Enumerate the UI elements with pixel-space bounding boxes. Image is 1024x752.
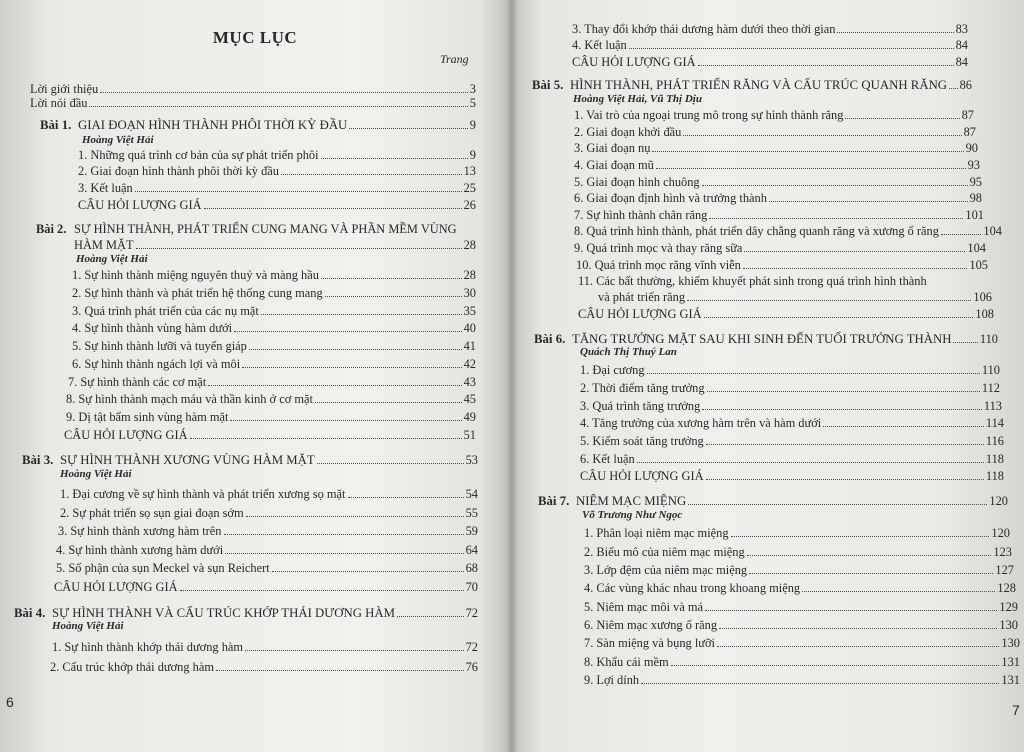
toc-entry: 3. Quá trình tăng trưởng 113	[580, 399, 1002, 413]
right-page	[512, 0, 1024, 752]
toc-entry: 2. Cấu trúc khớp thái dương hàm 76	[50, 660, 478, 674]
toc-entry: 5. Sự hình thành lưỡi và tuyến giáp 41	[72, 339, 476, 353]
toc-author: Hoàng Việt Hải	[82, 134, 154, 146]
toc-author: Quách Thị Thuý Lan	[580, 346, 677, 358]
toc-entry: 8. Sự hình thành mạch máu và thần kinh ở cơ mặt 45	[66, 392, 476, 406]
toc-entry: 1. Vai trò của ngoại trung mô trong sự hình thành răng 87	[574, 108, 974, 122]
toc-lesson-heading: Bài 7. NIÊM MẠC MIỆNG 120	[538, 494, 1008, 508]
toc-entry: 1. Sự hình thành miệng nguyên thuỷ và màng hầu 28	[72, 268, 476, 282]
toc-entry: 1. Sự hình thành khớp thái dương hàm 72	[52, 640, 478, 654]
toc-entry: 5. Kiểm soát tăng trưởng 116	[580, 434, 1004, 448]
toc-author: Hoàng Việt Hải, Vũ Thị Dịu	[573, 93, 702, 105]
page-title: MỤC LỤC	[212, 28, 298, 47]
toc-entry: 2. Giai đoạn khởi đầu 87	[574, 125, 976, 139]
toc-entry: 1. Phân loại niêm mạc miệng 120	[584, 526, 1010, 540]
toc-entry: 2. Giai đoạn hình thành phôi thời kỳ đầu 13	[78, 164, 476, 178]
toc-entry: HÀM MẶT 28	[74, 238, 476, 252]
toc-entry: 4. Kết luận 84	[572, 38, 968, 52]
toc-entry: 1. Đại cương 110	[580, 363, 1000, 377]
toc-author: Hoàng Việt Hải	[76, 253, 148, 265]
toc-entry: CÂU HỎI LƯỢNG GIÁ 51	[64, 428, 476, 442]
page-column-label: Trang	[440, 52, 469, 66]
page-number: 6	[6, 694, 14, 710]
toc-entry: 5. Giai đoạn hình chuông 95	[574, 175, 982, 189]
toc-entry: 2. Thời điểm tăng trưởng 112	[580, 381, 1000, 395]
toc-entry: 6. Kết luận 118	[580, 452, 1004, 466]
toc-entry: 7. Sàn miệng và bụng lưỡi 130	[584, 636, 1020, 650]
toc-author: Hoàng Việt Hải	[60, 468, 132, 480]
toc-entry: 5. Số phận của sụn Meckel và sụn Reichert 68	[56, 561, 478, 575]
toc-entry: CÂU HỎI LƯỢNG GIÁ 70	[54, 580, 478, 594]
toc-entry: 3. Sự hình thành xương hàm trên 59	[58, 524, 478, 538]
toc-entry: Lời giới thiệu 3	[30, 82, 476, 96]
toc-entry: 6. Giai đoạn định hình và trưởng thành 98	[574, 191, 982, 205]
toc-entry: 7. Sự hình thành các cơ mặt 43	[68, 375, 476, 389]
toc-entry: 5. Niêm mạc môi và má 129	[584, 600, 1018, 614]
toc-entry: 9. Dị tật bẩm sinh vùng hàm mặt 49	[66, 410, 476, 424]
toc-entry: 4. Tăng trưởng của xương hàm trên và hàm dưới 114	[580, 416, 1004, 430]
toc-lesson-heading: Bài 4. SỰ HÌNH THÀNH VÀ CẤU TRÚC KHỚP THÁI DƯƠNG HÀM 72	[14, 606, 478, 620]
toc-entry: CÂU HỎI LƯỢNG GIÁ 108	[578, 307, 994, 321]
toc-lesson-heading: Bài 3. SỰ HÌNH THÀNH XƯƠNG VÙNG HÀM MẶT 53	[22, 453, 478, 467]
toc-entry: 6. Niêm mạc xương ổ răng 130	[584, 618, 1018, 632]
toc-author: Hoàng Việt Hải	[52, 620, 124, 632]
toc-entry: 6. Sự hình thành ngách lợi và môi 42	[72, 357, 476, 371]
page-number: 7	[1012, 702, 1020, 718]
toc-entry: 3. Giai đoạn nụ 90	[574, 141, 978, 155]
toc-entry: 8. Quá trình hình thành, phát triển dây chằng quanh răng và xương ổ răng 104	[574, 224, 1002, 238]
toc-lesson-heading: Bài 2. SỰ HÌNH THÀNH, PHÁT TRIỂN CUNG MANG VÀ PHẦN MỀM VÙNG	[36, 222, 457, 236]
toc-entry: 9. Quá trình mọc và thay răng sữa 104	[574, 241, 986, 255]
toc-author: Võ Trương Như Ngọc	[582, 509, 683, 521]
toc-entry: 2. Biểu mô của niêm mạc miệng 123	[584, 545, 1012, 559]
toc-lesson-heading: Bài 1. GIAI ĐOẠN HÌNH THÀNH PHÔI THỜI KỲ ĐẦU 9	[40, 118, 476, 132]
toc-entry: CÂU HỎI LƯỢNG GIÁ 118	[580, 469, 1004, 483]
toc-entry: 4. Giai đoạn mũ 93	[574, 158, 980, 172]
toc-entry: 11. Các bất thường, khiếm khuyết phát sinh trong quá trình hình thành	[578, 274, 927, 288]
toc-entry: 4. Sự hình thành vùng hàm dưới 40	[72, 321, 476, 335]
toc-entry: 3. Kết luận 25	[78, 181, 476, 195]
toc-entry: 7. Sự hình thành chân răng 101	[574, 208, 984, 222]
toc-entry: Lời nói đầu 5	[30, 96, 476, 110]
toc-entry: 10. Quá trình mọc răng vĩnh viễn 105	[576, 258, 988, 272]
toc-lesson-heading: Bài 5. HÌNH THÀNH, PHÁT TRIỂN RĂNG VÀ CẤU TRÚC QUANH RĂNG 86	[532, 78, 972, 92]
toc-entry: và phát triển răng 106	[598, 290, 992, 304]
toc-entry: CÂU HỎI LƯỢNG GIÁ 84	[572, 55, 968, 69]
toc-entry: 4. Sự hình thành xương hàm dưới 64	[56, 543, 478, 557]
toc-entry: CÂU HỎI LƯỢNG GIÁ 26	[78, 198, 476, 212]
toc-lesson-heading: Bài 6. TĂNG TRƯỞNG MẶT SAU KHI SINH ĐẾN TUỔI TRƯỞNG THÀNH 110	[534, 332, 998, 346]
toc-entry: 1. Những quá trình cơ bản của sự phát triển phôi 9	[78, 148, 476, 162]
toc-entry: 2. Sự hình thành và phát triển hệ thống cung mang 30	[72, 286, 476, 300]
toc-entry: 3. Quá trình phát triển của các nụ mặt 35	[72, 304, 476, 318]
book-gutter	[506, 0, 518, 752]
toc-entry: 2. Sự phát triển sọ sụn giai đoạn sớm 55	[60, 506, 478, 520]
toc-entry: 9. Lợi dính 131	[584, 673, 1020, 687]
toc-entry: 3. Lớp đệm của niêm mạc miệng 127	[584, 563, 1014, 577]
toc-entry: 3. Thay đổi khớp thái dương hàm dưới theo thời gian 83	[572, 22, 968, 36]
toc-entry: 8. Khẩu cái mềm 131	[584, 655, 1020, 669]
toc-entry: 1. Đại cương về sự hình thành và phát triển xương sọ mặt 54	[60, 487, 478, 501]
toc-entry: 4. Các vùng khác nhau trong khoang miệng 128	[584, 581, 1016, 595]
